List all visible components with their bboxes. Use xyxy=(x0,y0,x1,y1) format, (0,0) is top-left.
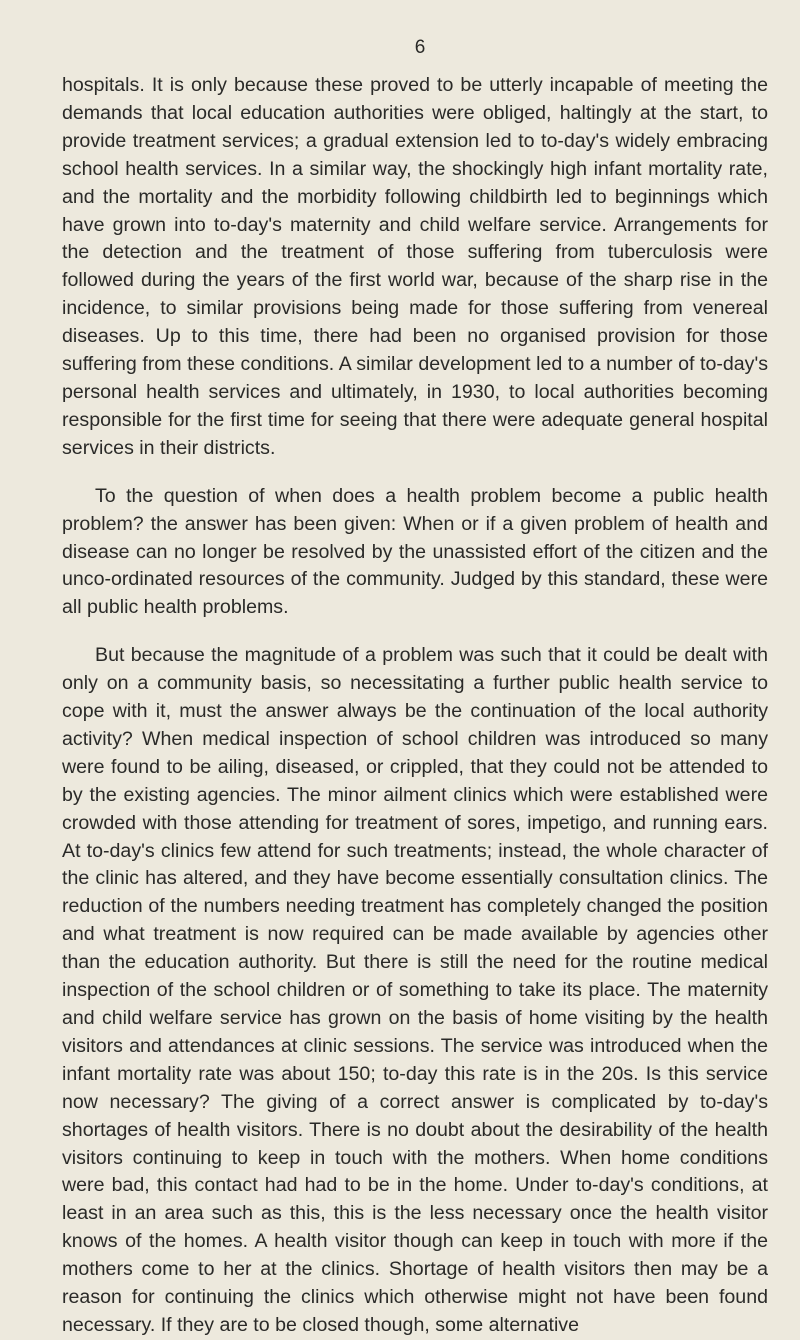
paragraph-public-health-question: To the question of when does a health problem become a public health problem? the answer has been given: When or if a given problem of health and disease can no longer be resolved by the unassisted effort of the citizen and the unco-ordinated resources of the community. Judged by this standard, these were all public health problems. xyxy=(62,484,768,619)
paragraph-community-basis: But because the magnitude of a problem was such that it could be dealt with only on a community basis, so necessitating a further public health service to cope with it, must the answer always be the continuation of the local authority activity? When medical inspection of school children was introduced so many were found to be ailing, diseased, or crippled, that they could not be attended to by the existing agencies. The minor ailment clinics which were established were crowded with those attending for treatment of sores, impetigo, and running ears. At to-day's clinics few attend for such treatments; instead, the whole character of the clinic has altered, and they have become essentially consultation clinics. The reduction of the numbers needing treatment has completely changed the position and what treatment is now required can be made available by agencies other than the education authority. But there is still the need for the routine medical inspection of the school children or of something to take its place. The maternity and child welfare service has grown on the basis of home visiting by the health visitors and attendances at clinic sessions. The service was introduced when the infant mortality rate was about 150; to-day this rate is in the 20s. Is this service now necessary? The giving of a correct answer is complicated by to-day's shortages of health visitors. There is no doubt about the desirability of the health visitors continuing to keep in touch with the mothers. When home conditions were bad, this contact had had to be in the home. Under to-day's conditions, at least in an area such as this, this is the less necessary once the health visitor knows of the homes. A health visitor though can keep in touch with more if the mothers come to her at the clinics. Shortage of health visitors then may be a reason for continuing the clinics which otherwise might not have been found necessary. If they are to be closed though, some alternative xyxy=(62,644,768,1336)
paragraph-hospitals: hospitals. It is only because these proved to be utterly incapable of meeting the demands that local education authorities were obliged, haltingly at the start, to provide treatment services; a gradual extension led to to-day's widely embracing school health services. In a similar way, the shockingly high infant mortality rate, and the mortality and the morbidity following childbirth led to beginnings which have grown into to-day's maternity and child welfare service. Arrangements for the detection and the treatment of those suffering from tuberculosis were followed during the years of the first world war, because of the sharp rise in the incidence, to similar provisions being made for those suffering from venereal diseases. Up to this time, there had been no organised provision for those suffering from these conditions. A similar development led to a number of to-day's personal health services and ultimately, in 1930, to local authorities becoming responsible for the first time for seeing that there were adequate general hospital services in their districts. xyxy=(62,74,768,459)
page-number: 6 xyxy=(414,37,426,58)
